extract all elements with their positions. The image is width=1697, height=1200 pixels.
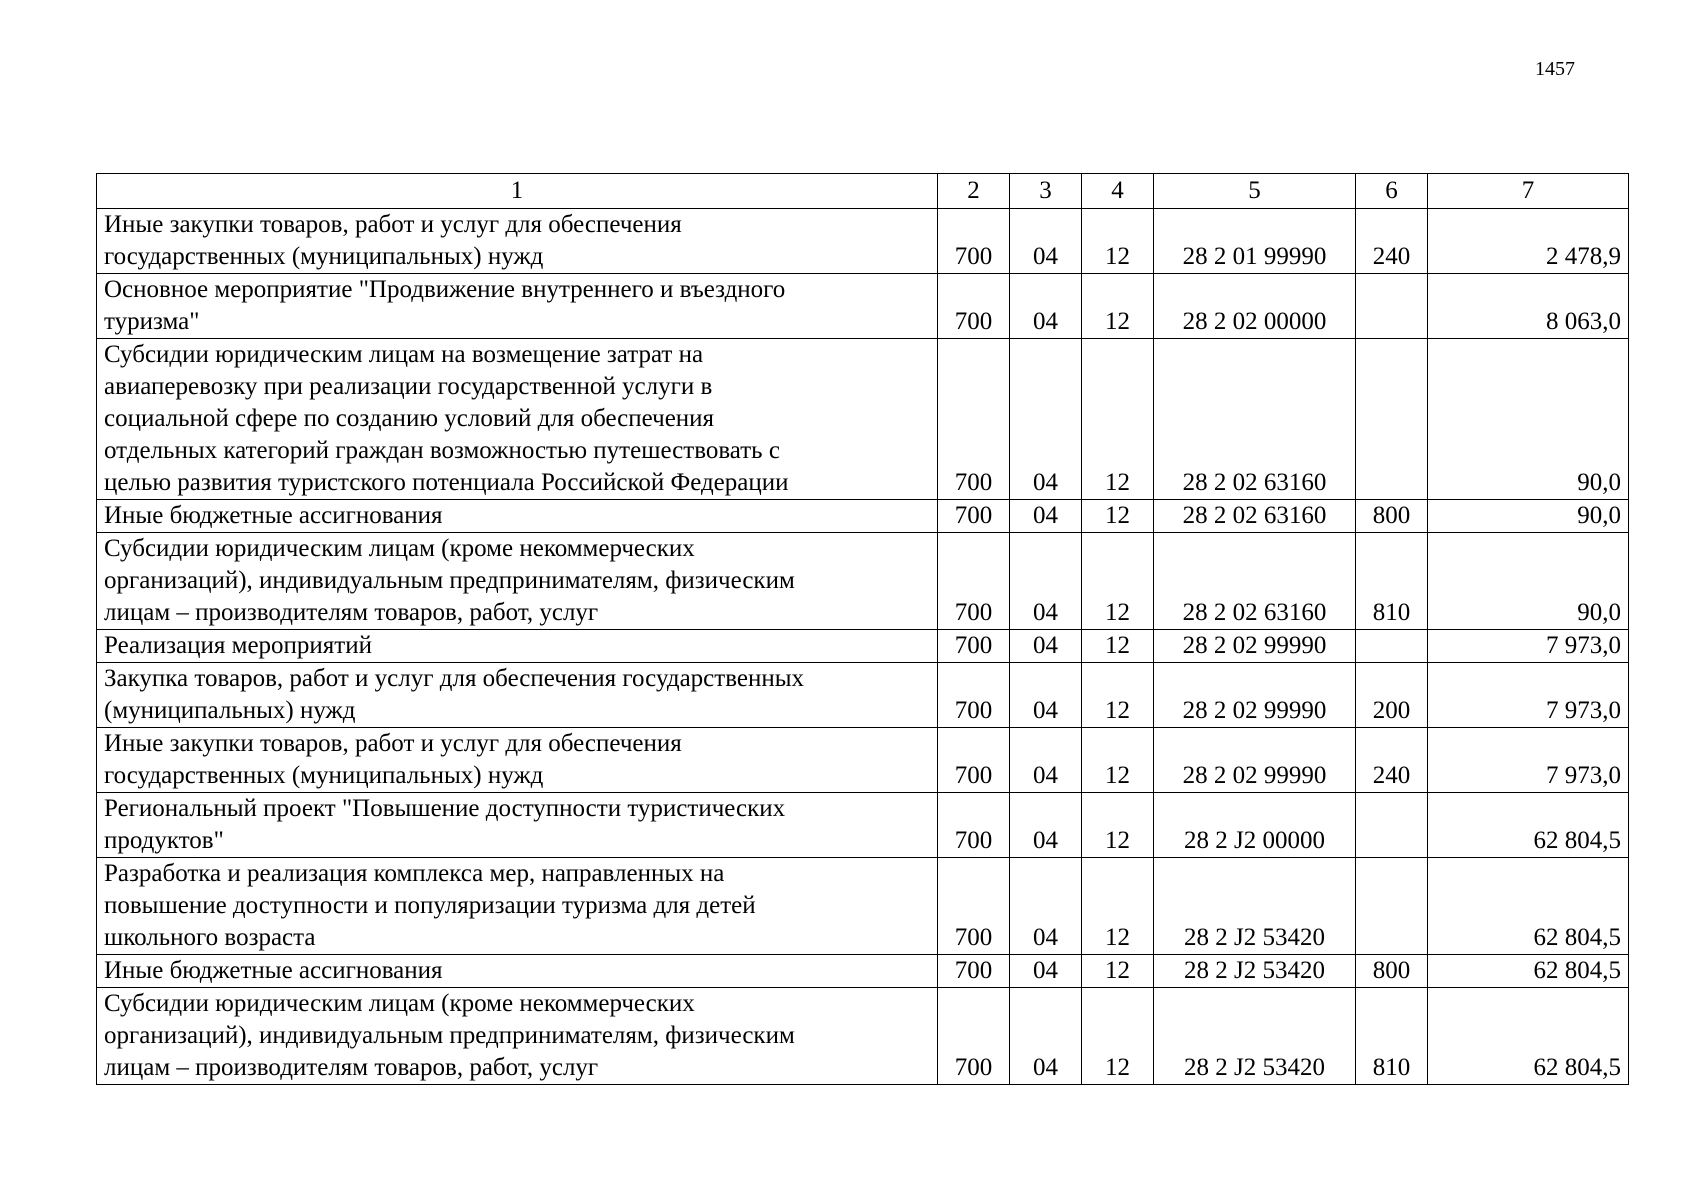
column-header: 3 <box>1010 174 1082 209</box>
section-code: 04 <box>1010 274 1082 339</box>
amount: 62 804,5 <box>1428 858 1629 955</box>
header-row <box>97 174 1629 209</box>
budget-table <box>96 173 1629 1085</box>
expense-type-code <box>1356 793 1428 858</box>
subsection-code: 12 <box>1082 663 1154 728</box>
target-article-code: 28 2 02 99990 <box>1154 728 1356 793</box>
ved-code: 700 <box>938 988 1010 1085</box>
column-header: 4 <box>1082 174 1154 209</box>
subsection-code: 12 <box>1082 339 1154 500</box>
subsection-code: 12 <box>1082 274 1154 339</box>
expense-type-code: 240 <box>1356 728 1428 793</box>
expense-type-code <box>1356 858 1428 955</box>
section-code: 04 <box>1010 728 1082 793</box>
section-code: 04 <box>1010 663 1082 728</box>
ved-code: 700 <box>938 500 1010 533</box>
item-name: Иные бюджетные ассигнования <box>97 955 938 988</box>
item-name: Субсидии юридическим лицам (кроме некоммерческих организаций), индивидуальным предпринимателям, физическим лицам – производителям товаров, работ, услуг <box>97 533 938 630</box>
target-article-code: 28 2 02 63160 <box>1154 339 1356 500</box>
item-name: Разработка и реализация комплекса мер, направленных на повышение доступности и популяризации туризма для детей школьного возраста <box>97 858 938 955</box>
expense-type-code: 800 <box>1356 500 1428 533</box>
section-code: 04 <box>1010 209 1082 274</box>
target-article-code: 28 2 J2 53420 <box>1154 858 1356 955</box>
table-row <box>97 500 1629 533</box>
expense-type-code <box>1356 630 1428 663</box>
subsection-code: 12 <box>1082 728 1154 793</box>
item-name: Иные закупки товаров, работ и услуг для обеспечения государственных (муниципальных) нужд <box>97 209 938 274</box>
column-header: 1 <box>97 174 938 209</box>
target-article-code: 28 2 J2 53420 <box>1154 955 1356 988</box>
item-name: Иные бюджетные ассигнования <box>97 500 938 533</box>
expense-type-code: 200 <box>1356 663 1428 728</box>
ved-code: 700 <box>938 858 1010 955</box>
target-article-code: 28 2 02 00000 <box>1154 274 1356 339</box>
target-article-code: 28 2 02 99990 <box>1154 630 1356 663</box>
expense-type-code: 240 <box>1356 209 1428 274</box>
amount: 62 804,5 <box>1428 988 1629 1085</box>
table-row <box>97 728 1629 793</box>
item-name: Субсидии юридическим лицам (кроме некоммерческих организаций), индивидуальным предпринимателям, физическим лицам – производителям товаров, работ, услуг <box>97 988 938 1085</box>
table-row <box>97 209 1629 274</box>
page-number: 1457 <box>1535 58 1575 80</box>
expense-type-code <box>1356 274 1428 339</box>
amount: 8 063,0 <box>1428 274 1629 339</box>
target-article-code: 28 2 02 63160 <box>1154 533 1356 630</box>
ved-code: 700 <box>938 274 1010 339</box>
ved-code: 700 <box>938 728 1010 793</box>
column-header: 7 <box>1428 174 1629 209</box>
subsection-code: 12 <box>1082 858 1154 955</box>
table-row <box>97 793 1629 858</box>
ved-code: 700 <box>938 533 1010 630</box>
item-name: Закупка товаров, работ и услуг для обеспечения государственных (муниципальных) нужд <box>97 663 938 728</box>
ved-code: 700 <box>938 630 1010 663</box>
column-header: 2 <box>938 174 1010 209</box>
table-row <box>97 858 1629 955</box>
item-name: Основное мероприятие "Продвижение внутреннего и въездного туризма" <box>97 274 938 339</box>
subsection-code: 12 <box>1082 793 1154 858</box>
ved-code: 700 <box>938 955 1010 988</box>
amount: 90,0 <box>1428 339 1629 500</box>
ved-code: 700 <box>938 793 1010 858</box>
subsection-code: 12 <box>1082 500 1154 533</box>
amount: 7 973,0 <box>1428 630 1629 663</box>
ved-code: 700 <box>938 663 1010 728</box>
target-article-code: 28 2 01 99990 <box>1154 209 1356 274</box>
item-name: Иные закупки товаров, работ и услуг для обеспечения государственных (муниципальных) нужд <box>97 728 938 793</box>
section-code: 04 <box>1010 533 1082 630</box>
subsection-code: 12 <box>1082 533 1154 630</box>
table-row <box>97 533 1629 630</box>
expense-type-code <box>1356 339 1428 500</box>
table-row <box>97 955 1629 988</box>
section-code: 04 <box>1010 988 1082 1085</box>
amount: 90,0 <box>1428 500 1629 533</box>
target-article-code: 28 2 J2 00000 <box>1154 793 1356 858</box>
amount: 62 804,5 <box>1428 955 1629 988</box>
target-article-code: 28 2 02 63160 <box>1154 500 1356 533</box>
expense-type-code: 810 <box>1356 533 1428 630</box>
table-row <box>97 339 1629 500</box>
section-code: 04 <box>1010 858 1082 955</box>
ved-code: 700 <box>938 209 1010 274</box>
section-code: 04 <box>1010 955 1082 988</box>
table-row <box>97 274 1629 339</box>
expense-type-code: 810 <box>1356 988 1428 1085</box>
subsection-code: 12 <box>1082 988 1154 1085</box>
section-code: 04 <box>1010 500 1082 533</box>
section-code: 04 <box>1010 339 1082 500</box>
section-code: 04 <box>1010 630 1082 663</box>
table-row <box>97 988 1629 1085</box>
column-header: 6 <box>1356 174 1428 209</box>
amount: 62 804,5 <box>1428 793 1629 858</box>
table-row <box>97 663 1629 728</box>
table-row <box>97 630 1629 663</box>
item-name: Субсидии юридическим лицам на возмещение затрат на авиаперевозку при реализации государственной услуги в социальной сфере по созданию условий для обеспечения отдельных категорий граждан возможностью путешествовать с целью развития туристского потенциала Российской Федерации <box>97 339 938 500</box>
ved-code: 700 <box>938 339 1010 500</box>
subsection-code: 12 <box>1082 630 1154 663</box>
subsection-code: 12 <box>1082 209 1154 274</box>
expense-type-code: 800 <box>1356 955 1428 988</box>
section-code: 04 <box>1010 793 1082 858</box>
item-name: Реализация мероприятий <box>97 630 938 663</box>
amount: 90,0 <box>1428 533 1629 630</box>
target-article-code: 28 2 02 99990 <box>1154 663 1356 728</box>
amount: 2 478,9 <box>1428 209 1629 274</box>
subsection-code: 12 <box>1082 955 1154 988</box>
target-article-code: 28 2 J2 53420 <box>1154 988 1356 1085</box>
amount: 7 973,0 <box>1428 663 1629 728</box>
column-header: 5 <box>1154 174 1356 209</box>
amount: 7 973,0 <box>1428 728 1629 793</box>
item-name: Региональный проект "Повышение доступности туристических продуктов" <box>97 793 938 858</box>
